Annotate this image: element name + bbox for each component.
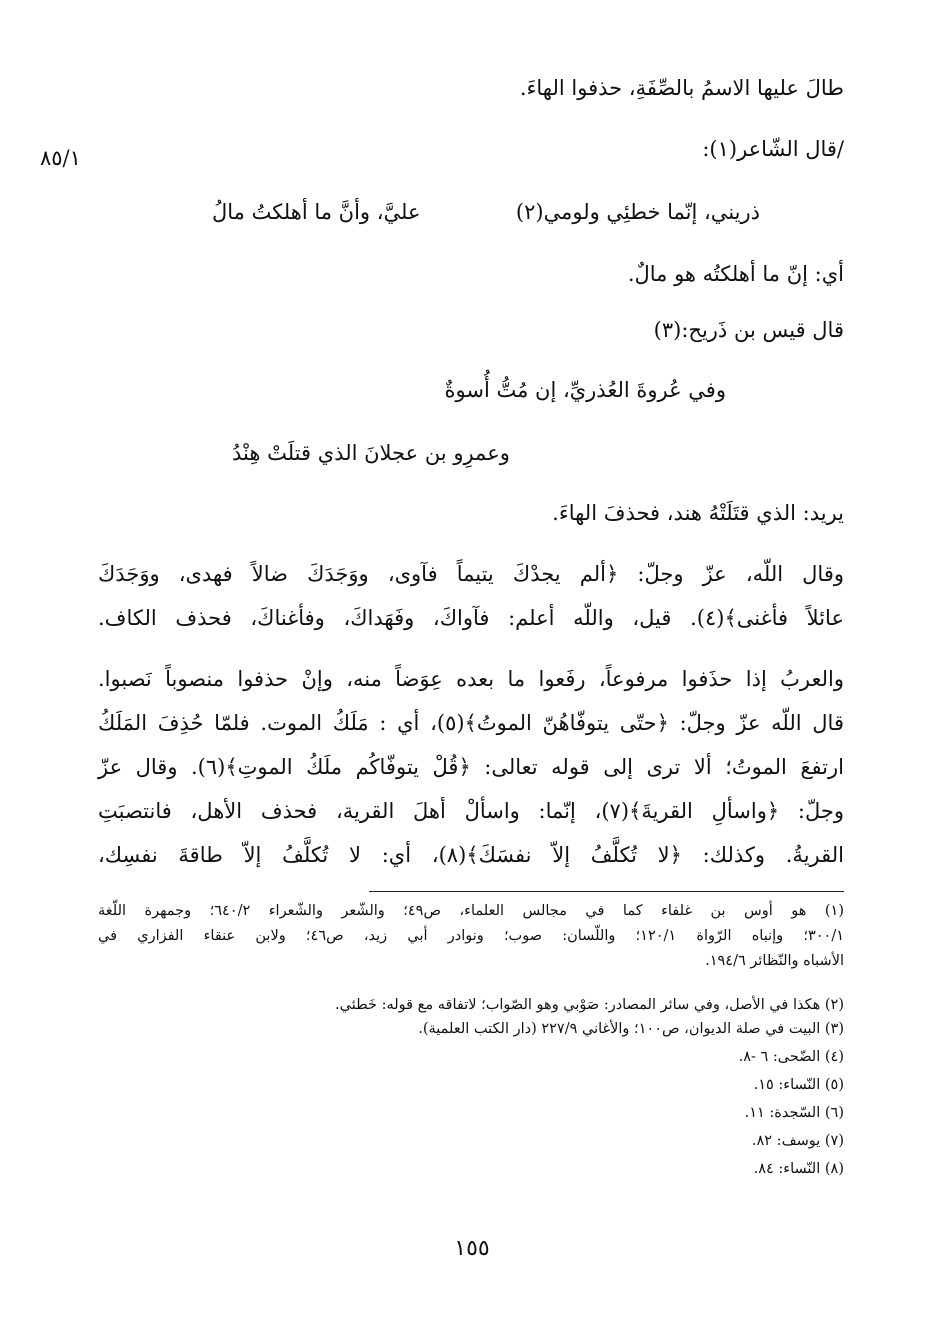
- footnote-line: ٣٠٠/١؛ وإنباه الرّواة ١٢٠/١؛ واللّسان: صوب؛ ونوادر أبي زيد، ص٤٦؛ ولابن عنقاء الفزاري في: [98, 928, 845, 944]
- text-line: قال اللّه عزّ وجلّ: ﴿حتّى يتوفّاهُنّ الموتُ﴾(٥)، أي : مَلَكُ الموت. فلمّا حُذِفَ المَلَكُ: [98, 711, 844, 735]
- verse-hemistich-right: وفي عُروةَ العُذريِّ، إن مُتُّ أُسوةٌ: [444, 378, 726, 402]
- text-line: /قال الشّاعر(١):: [702, 137, 844, 161]
- margin-page-reference: ٨٥/١: [40, 146, 81, 170]
- footnote-line: (٦) السّجدة: ١١.: [744, 1105, 844, 1121]
- page-number: ١٥٥: [454, 1236, 490, 1261]
- text-line: أي: إنّ ما أهلكتُه هو مالٌ.: [627, 262, 844, 286]
- footnote-line: (٧) يوسف: ٨٢.: [751, 1133, 844, 1149]
- text-line: طالَ عليها الاسمُ بالصِّفَةِ، حذفوا الهاءَ.: [519, 76, 844, 100]
- text-line: قال قيس بن ذَريح:(٣): [653, 318, 844, 342]
- footnote-line: (٢) هكذا في الأصل، وفي سائر المصادر: صَوْبي وهو الصّواب؛ لاتفاقه مع قوله: خَطئي.: [335, 997, 844, 1013]
- verse-hemistich-left: وعمرِو بن عجلانَ الذي قتلَتْ هِنْدُ: [232, 441, 510, 465]
- verse-hemistich-right: ذريني، إنّما خطئِي ولومي(٢): [515, 200, 760, 224]
- text-line: يريد: الذي قتَلَتْهُ هند، فحذفَ الهاءَ.: [552, 501, 844, 525]
- text-line: وجلّ: ﴿واسألِ القريةَ﴾(٧)، إنّما: واسألْ أهلَ القرية، فحذف الأهل، فانتصبَتِ: [98, 799, 844, 823]
- text-line: والعربُ إذا حذَفوا مرفوعاً، رفَعوا ما بعده عِوَضاً منه، وإنْ حذفوا منصوباً نَصبوا.: [98, 667, 844, 691]
- text-line: وقال اللّه، عزّ وجلّ: ﴿ألم يجدْكَ يتيماً فآوى، ووَجَدَكَ ضالاً فهدى، ووَجَدَكَ: [98, 562, 844, 586]
- footnote-line: الأشباه والنّظائر ١٩٤/٦.: [705, 953, 844, 969]
- footnote-line: (١) هو أوس بن غلفاء كما في مجالس العلماء، ص٤٩؛ والشّعر والشّعراء ٦٤٠/٢؛ وجمهرة اللّغة: [98, 903, 844, 919]
- text-line: القريةُ. وكذلك: ﴿لا تُكلَّفُ إلاّ نفسَكَ﴾(٨)، أي: لا تُكلَّفُ إلاّ طاقةَ نفسِك،: [98, 843, 844, 867]
- text-line: عائلاً فأغنى﴾(٤). قيل، واللّه أعلم: فآواكَ، وفَهَداكَ، وفأغناكَ، فحذف الكاف.: [98, 606, 844, 630]
- footnote-line: (٨) النّساء: ٨٤.: [753, 1161, 844, 1177]
- footnote-separator: [369, 891, 844, 892]
- footnote-line: (٤) الضّحى: ٦ -٨.: [738, 1049, 844, 1065]
- footnote-line: (٥) النّساء: ١٥.: [753, 1077, 844, 1093]
- text-line: ارتفعَ الموتُ؛ ألا ترى إلى قوله تعالى: ﴿قُلْ يتوفّاكُم ملَكُ الموتِ﴾(٦). وقال عزّ: [98, 755, 844, 779]
- verse-hemistich-left: عليَّ، وأنَّ ما أهلكتُ مالُ: [212, 200, 421, 224]
- footnote-line: (٣) البيت في صلة الديوان، ص١٠٠؛ والأغاني ٢٢٧/٩ (دار الكتب العلمية).: [418, 1021, 844, 1037]
